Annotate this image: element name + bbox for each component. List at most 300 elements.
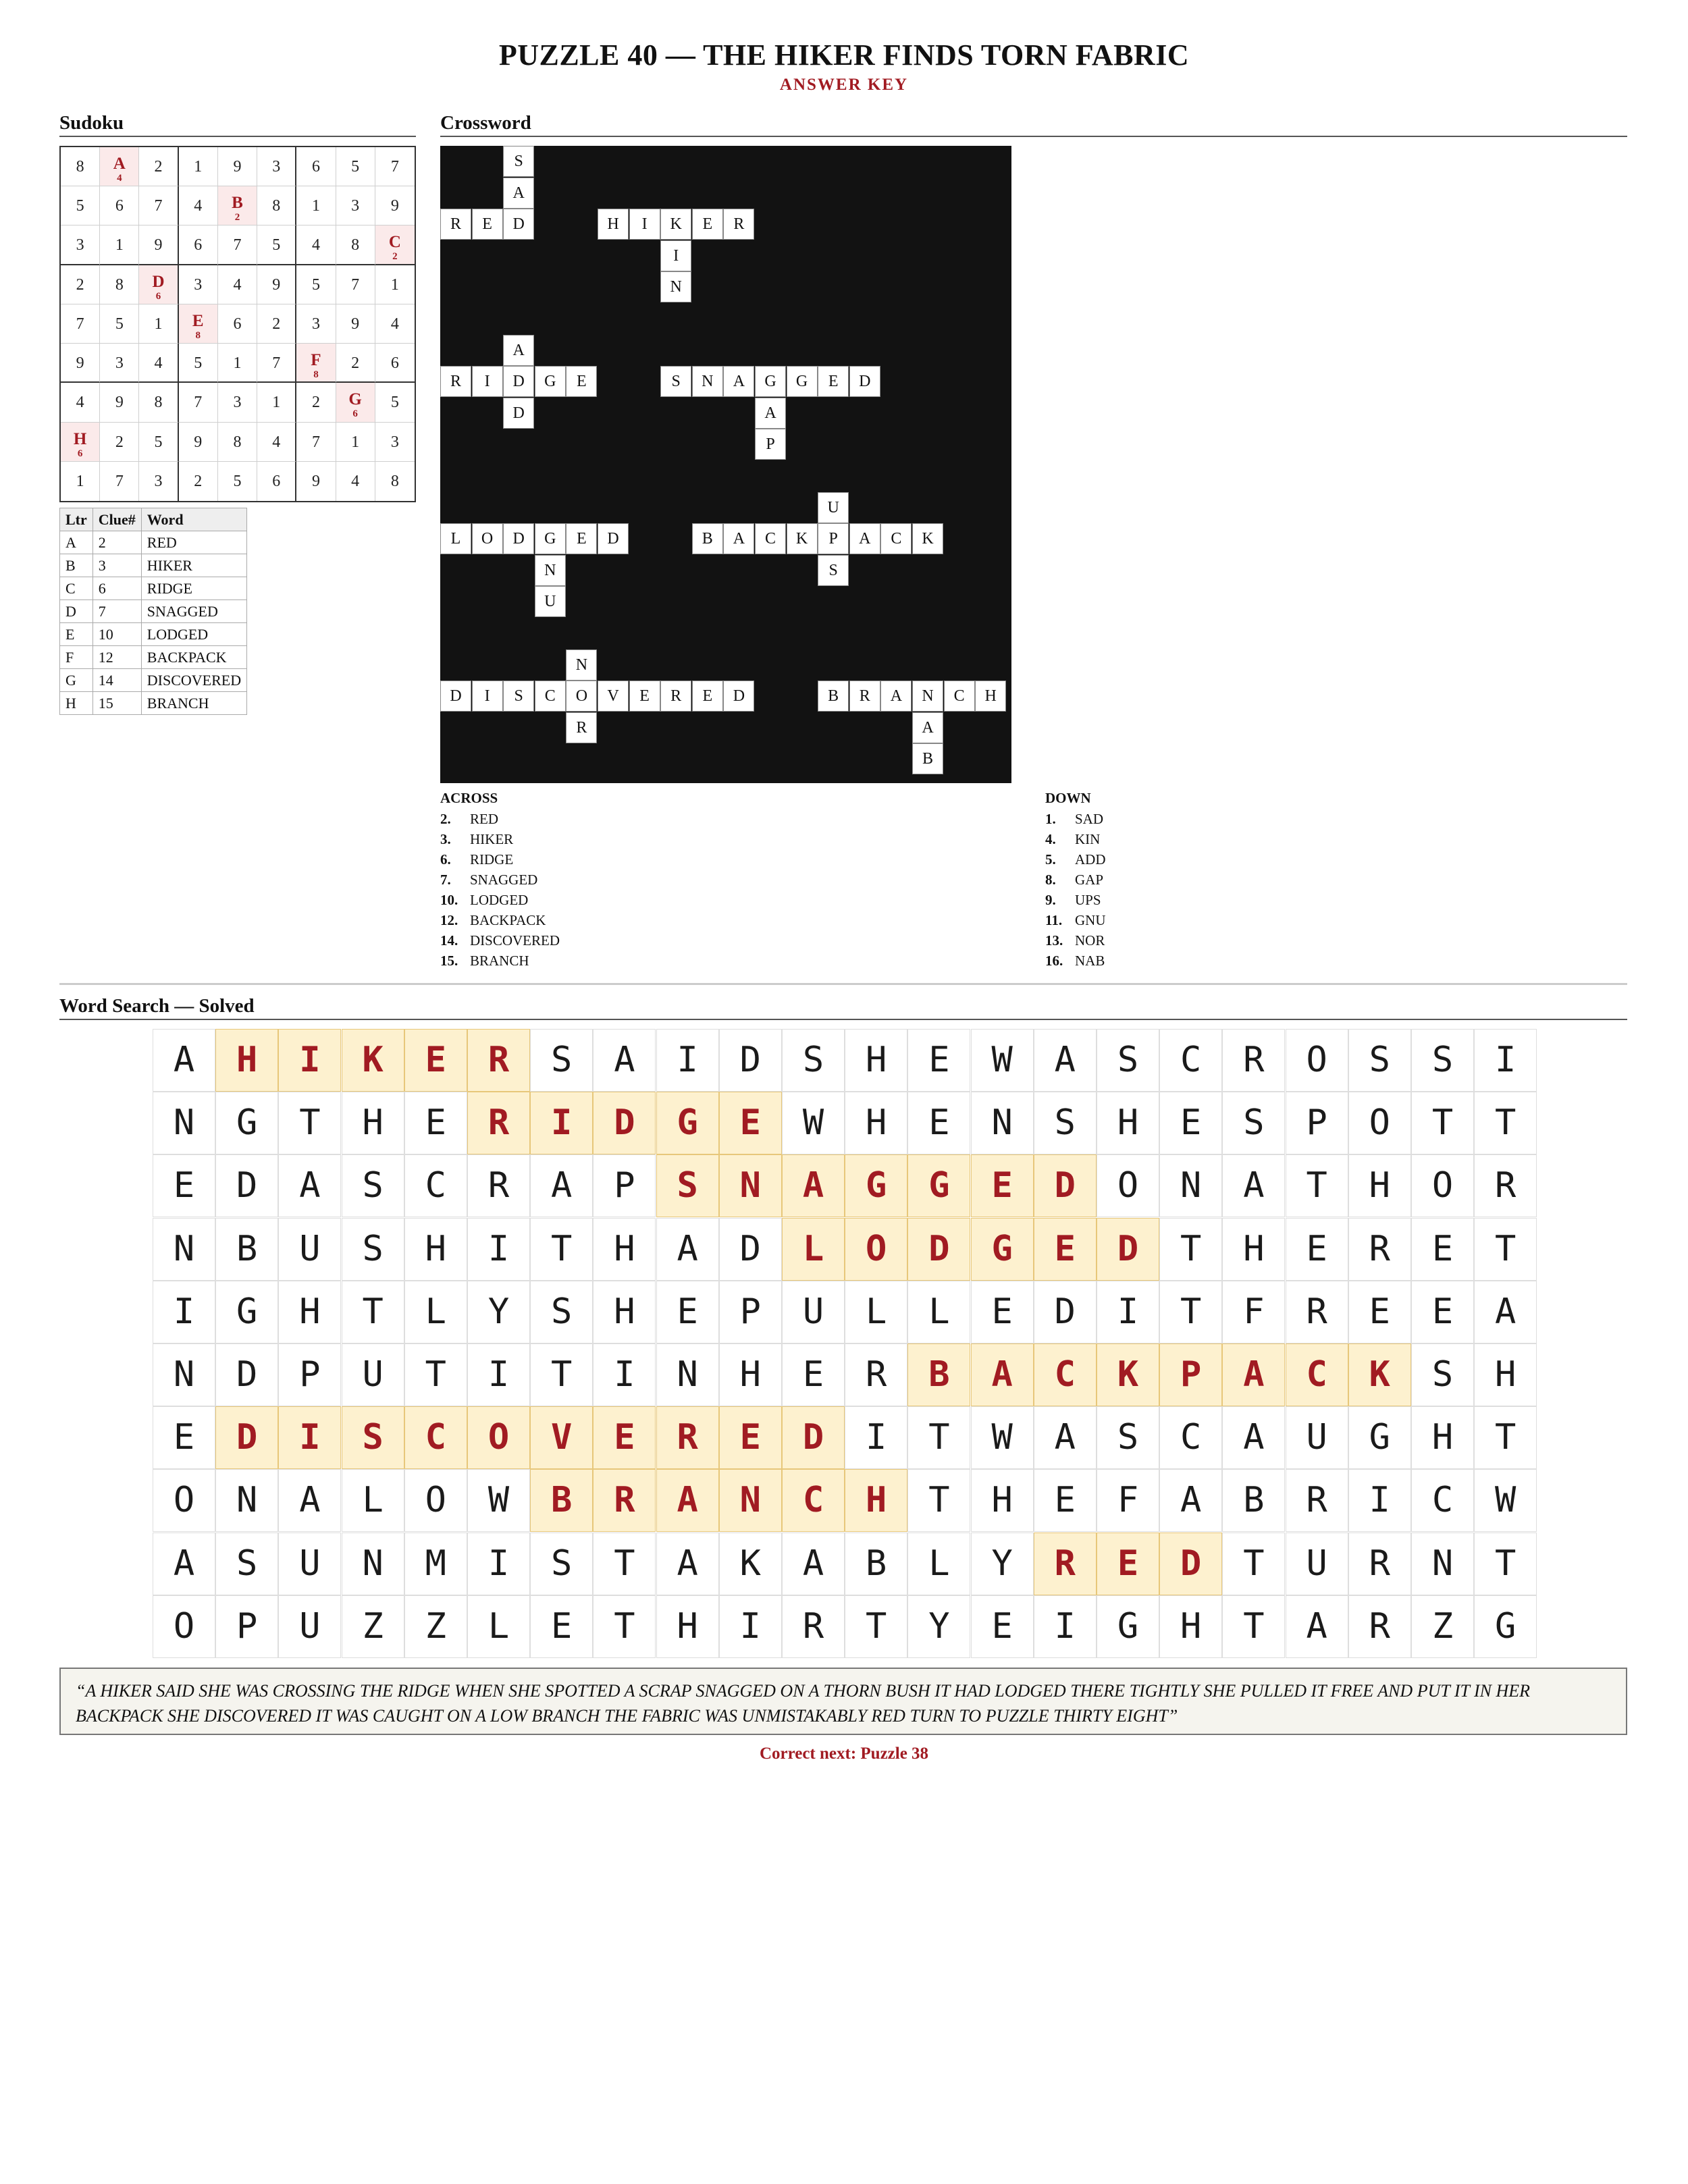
- crossword-cell: V: [598, 681, 629, 712]
- clue-answer: BACKPACK: [470, 912, 546, 928]
- wordsearch-letter: I: [1034, 1595, 1097, 1658]
- wordsearch-found-letter: E: [1097, 1533, 1159, 1595]
- wordsearch-letter: S: [530, 1029, 593, 1092]
- wordsearch-found-letter: S: [342, 1406, 404, 1469]
- crossword-cell: P: [755, 429, 786, 460]
- wordsearch-found-letter: E: [719, 1406, 782, 1469]
- crossword-cell: A: [880, 681, 912, 712]
- across-heading: ACROSS: [440, 790, 498, 806]
- wordsearch-letter: Z: [342, 1595, 404, 1658]
- clue-answer: SAD: [1075, 811, 1104, 827]
- sudoku-cell: 1: [257, 383, 296, 422]
- crossword-cell: H: [975, 681, 1006, 712]
- next-puzzle-note: Correct next: Puzzle 38: [759, 1744, 929, 1763]
- wordsearch-letter: S: [1411, 1343, 1474, 1406]
- wordsearch-letter: E: [153, 1406, 215, 1469]
- wordsearch-letter: U: [278, 1218, 341, 1281]
- wordsearch-letter: C: [1159, 1029, 1222, 1092]
- wordsearch-letter: Y: [467, 1281, 530, 1343]
- wordsearch-letter: E: [1034, 1469, 1097, 1532]
- sudoku-cell: 3: [139, 462, 178, 501]
- sudoku-cell-subscript: 6: [352, 408, 358, 420]
- wordsearch-found-letter: I: [278, 1406, 341, 1469]
- sudoku-cell: 6: [257, 462, 296, 501]
- wordsearch-letter: F: [1222, 1281, 1285, 1343]
- wordsearch-letter: R: [1348, 1533, 1411, 1595]
- clue-item: [440, 910, 546, 930]
- crossword-cell: S: [660, 366, 691, 397]
- sudoku-cell: 9: [100, 383, 139, 422]
- wordsearch-letter: I: [656, 1029, 719, 1092]
- sudoku-cell: 9: [218, 147, 257, 186]
- clue-number: 4.: [1045, 831, 1056, 847]
- clue-number: 8.: [1045, 872, 1056, 888]
- wordsearch-letter: U: [278, 1595, 341, 1658]
- wordsearch-letter: N: [215, 1469, 278, 1532]
- wordsearch-letter: H: [971, 1469, 1034, 1532]
- down-heading: DOWN: [1045, 790, 1091, 806]
- wordsearch-letter: T: [593, 1533, 656, 1595]
- wordsearch-letter: N: [153, 1092, 215, 1154]
- sudoku-given-cell: [100, 147, 139, 186]
- table-cell-clue: 10: [93, 623, 141, 646]
- wordsearch-letter: L: [845, 1281, 907, 1343]
- sudoku-cell: 1: [179, 147, 218, 186]
- crossword-cell: N: [692, 366, 723, 397]
- wordsearch-letter: G: [215, 1092, 278, 1154]
- clue-number: 9.: [1045, 892, 1056, 908]
- sudoku-cell: 3: [336, 186, 375, 225]
- wordsearch-letter: C: [1159, 1406, 1222, 1469]
- wordsearch-letter: A: [153, 1029, 215, 1092]
- wordsearch-found-letter: C: [1286, 1343, 1348, 1406]
- clue-answer: HIKER: [470, 831, 514, 847]
- table-cell-clue: 3: [93, 554, 141, 577]
- table-cell-clue: 2: [93, 531, 141, 554]
- wordsearch-letter: T: [845, 1595, 907, 1658]
- sudoku-cell: 1: [139, 304, 178, 344]
- table-cell-word: DISCOVERED: [141, 669, 246, 692]
- sudoku-cell: 8: [61, 147, 100, 186]
- wordsearch-found-letter: V: [530, 1406, 593, 1469]
- sudoku-cell-letter: D: [152, 272, 165, 291]
- table-cell-letter: E: [60, 623, 93, 646]
- clue-answer: KIN: [1075, 831, 1101, 847]
- wordsearch-letter: D: [719, 1218, 782, 1281]
- wordsearch-letter: T: [907, 1469, 970, 1532]
- sudoku-cell-letter: E: [192, 311, 204, 330]
- clue-number: 2.: [440, 811, 451, 827]
- sudoku-cell: 4: [218, 265, 257, 304]
- wordsearch-letter: A: [153, 1533, 215, 1595]
- wordsearch-found-letter: R: [467, 1029, 530, 1092]
- wordsearch-letter: I: [593, 1343, 656, 1406]
- wordsearch-letter: L: [907, 1281, 970, 1343]
- wordsearch-found-letter: G: [845, 1154, 907, 1217]
- wordsearch-letter: G: [1097, 1595, 1159, 1658]
- clue-answer: GNU: [1075, 912, 1106, 928]
- wordsearch-letter: E: [1411, 1281, 1474, 1343]
- clue-item: [440, 951, 529, 971]
- sudoku-cell: 9: [375, 186, 415, 225]
- sudoku-heading: Sudoku: [59, 112, 416, 137]
- sudoku-cell: 1: [375, 265, 415, 304]
- crossword-cell: R: [660, 681, 691, 712]
- wordsearch-found-letter: K: [1348, 1343, 1411, 1406]
- wordsearch-found-letter: G: [907, 1154, 970, 1217]
- sudoku-cell: 6: [100, 186, 139, 225]
- clue-answer: NAB: [1075, 953, 1105, 969]
- wordsearch-letter: O: [1097, 1154, 1159, 1217]
- sudoku-cell: 5: [179, 344, 218, 383]
- wordsearch-letter: A: [1474, 1281, 1537, 1343]
- table-cell-letter: D: [60, 600, 93, 623]
- wordsearch-letter: I: [467, 1343, 530, 1406]
- wordsearch-letter: S: [1097, 1406, 1159, 1469]
- sudoku-cell: 3: [296, 304, 336, 344]
- crossword-cell: A: [912, 712, 943, 743]
- wordsearch-letter: T: [1474, 1406, 1537, 1469]
- clue-item: [1045, 951, 1105, 971]
- wordsearch-found-letter: G: [656, 1092, 719, 1154]
- wordsearch-heading: Word Search — Solved: [59, 995, 1627, 1020]
- page-title: PUZZLE 40 — THE HIKER FINDS TORN FABRIC: [498, 38, 1190, 72]
- crossword-cell: N: [535, 555, 566, 586]
- clue-item: [1045, 829, 1100, 849]
- wordsearch-found-letter: N: [719, 1154, 782, 1217]
- clue-item: [1045, 849, 1106, 870]
- clue-answer: DISCOVERED: [470, 932, 560, 949]
- table-cell-word: BRANCH: [141, 692, 246, 715]
- clue-number: 11.: [1045, 912, 1063, 928]
- wordsearch-found-letter: P: [1159, 1343, 1222, 1406]
- crossword-cell: E: [818, 366, 849, 397]
- clue-item: [440, 809, 498, 829]
- wordsearch-letter: O: [1348, 1092, 1411, 1154]
- crossword-cell: B: [692, 523, 723, 554]
- crossword-cell: P: [818, 523, 849, 554]
- wordsearch-letter: A: [1034, 1029, 1097, 1092]
- wordsearch-letter: T: [1411, 1092, 1474, 1154]
- wordsearch-letter: A: [530, 1154, 593, 1217]
- sudoku-cell: 8: [257, 186, 296, 225]
- wordsearch-letter: S: [1411, 1029, 1474, 1092]
- clue-item: [1045, 870, 1103, 890]
- crossword-cell: R: [723, 209, 754, 240]
- wordsearch-found-letter: D: [593, 1092, 656, 1154]
- crossword-cell: G: [755, 366, 786, 397]
- sudoku-cell-subscript: 8: [195, 329, 201, 341]
- table-header-ltr: Ltr: [60, 508, 93, 531]
- crossword-cell: A: [755, 398, 786, 429]
- crossword-cell: K: [787, 523, 818, 554]
- wordsearch-letter: H: [593, 1281, 656, 1343]
- wordsearch-letter: K: [719, 1533, 782, 1595]
- letter-key-table: [59, 508, 247, 715]
- sudoku-cell: 7: [257, 344, 296, 383]
- sudoku-cell: 1: [296, 186, 336, 225]
- wordsearch-letter: I: [1348, 1469, 1411, 1532]
- crossword-cell: K: [912, 523, 943, 554]
- wordsearch-letter: O: [1411, 1154, 1474, 1217]
- wordsearch-letter: L: [467, 1595, 530, 1658]
- wordsearch-letter: G: [1348, 1406, 1411, 1469]
- crossword-cell: L: [440, 523, 471, 554]
- clue-number: 16.: [1045, 953, 1063, 969]
- sudoku-cell: 1: [100, 225, 139, 265]
- wordsearch-found-letter: E: [593, 1406, 656, 1469]
- wordsearch-found-letter: D: [215, 1406, 278, 1469]
- sudoku-cell: 7: [139, 186, 178, 225]
- wordsearch-letter: R: [1348, 1218, 1411, 1281]
- wordsearch-found-letter: K: [1097, 1343, 1159, 1406]
- sudoku-cell: 1: [61, 462, 100, 501]
- crossword-cell: H: [598, 209, 629, 240]
- wordsearch-letter: M: [404, 1533, 467, 1595]
- wordsearch-found-letter: R: [593, 1469, 656, 1532]
- wordsearch-letter: H: [1348, 1154, 1411, 1217]
- clue-number: 6.: [440, 851, 451, 868]
- wordsearch-letter: E: [1286, 1218, 1348, 1281]
- wordsearch-found-letter: C: [782, 1469, 845, 1532]
- wordsearch-letter: E: [1411, 1218, 1474, 1281]
- wordsearch-letter: N: [656, 1343, 719, 1406]
- crossword-cell: R: [440, 209, 471, 240]
- sudoku-cell: 7: [218, 225, 257, 265]
- sudoku-cell: 3: [61, 225, 100, 265]
- crossword-cell: N: [566, 649, 597, 681]
- crossword-cell: E: [692, 209, 723, 240]
- wordsearch-letter: U: [342, 1343, 404, 1406]
- wordsearch-letter: H: [404, 1218, 467, 1281]
- crossword-cell: D: [849, 366, 880, 397]
- wordsearch-letter: E: [404, 1092, 467, 1154]
- wordsearch-found-letter: I: [278, 1029, 341, 1092]
- wordsearch-letter: D: [719, 1029, 782, 1092]
- sudoku-cell: 1: [336, 423, 375, 462]
- sudoku-cell: 9: [139, 225, 178, 265]
- wordsearch-letter: R: [782, 1595, 845, 1658]
- crossword-cell: D: [598, 523, 629, 554]
- sudoku-cell: 3: [179, 265, 218, 304]
- sudoku-cell: 4: [257, 423, 296, 462]
- wordsearch-letter: U: [782, 1281, 845, 1343]
- wordsearch-letter: A: [593, 1029, 656, 1092]
- wordsearch-letter: H: [845, 1092, 907, 1154]
- sudoku-cell: 2: [179, 462, 218, 501]
- sudoku-grid: [59, 146, 416, 502]
- crossword-cell: R: [849, 681, 880, 712]
- wordsearch-letter: T: [1222, 1595, 1285, 1658]
- wordsearch-letter: H: [1222, 1218, 1285, 1281]
- wordsearch-letter: A: [278, 1469, 341, 1532]
- table-cell-clue: 14: [93, 669, 141, 692]
- crossword-cell: E: [566, 523, 597, 554]
- crossword-cell: A: [723, 366, 754, 397]
- wordsearch-letter: T: [593, 1595, 656, 1658]
- sudoku-cell-letter: H: [73, 429, 87, 448]
- clue-item: [440, 849, 513, 870]
- wordsearch-letter: S: [342, 1154, 404, 1217]
- wordsearch-letter: R: [1286, 1469, 1348, 1532]
- crossword-cell: B: [818, 681, 849, 712]
- wordsearch-letter: A: [1286, 1595, 1348, 1658]
- crossword-cell: N: [660, 271, 691, 302]
- crossword-cell: D: [440, 681, 471, 712]
- wordsearch-letter: D: [215, 1154, 278, 1217]
- wordsearch-letter: O: [153, 1469, 215, 1532]
- wordsearch-found-letter: B: [530, 1469, 593, 1532]
- crossword-cell: A: [849, 523, 880, 554]
- wordsearch-found-letter: C: [404, 1406, 467, 1469]
- crossword-cell: D: [503, 398, 534, 429]
- wordsearch-found-letter: B: [907, 1343, 970, 1406]
- clue-answer: LODGED: [470, 892, 529, 908]
- wordsearch-letter: S: [342, 1218, 404, 1281]
- wordsearch-letter: Y: [971, 1533, 1034, 1595]
- clue-number: 13.: [1045, 932, 1063, 949]
- section-divider: [59, 983, 1627, 985]
- sudoku-cell-subscript: 2: [392, 251, 398, 263]
- clue-item: [1045, 930, 1105, 951]
- sudoku-cell: 8: [336, 225, 375, 265]
- wordsearch-letter: S: [1348, 1029, 1411, 1092]
- table-cell-word: BACKPACK: [141, 646, 246, 669]
- clue-number: 7.: [440, 872, 451, 888]
- clue-item: [1045, 890, 1101, 910]
- wordsearch-letter: W: [467, 1469, 530, 1532]
- sudoku-cell: 2: [336, 344, 375, 383]
- sudoku-given-cell: [139, 265, 178, 304]
- sudoku-cell-letter: B: [232, 194, 243, 213]
- sudoku-given-cell: [179, 304, 218, 344]
- sudoku-cell: 2: [296, 383, 336, 422]
- wordsearch-letter: W: [782, 1092, 845, 1154]
- wordsearch-letter: H: [656, 1595, 719, 1658]
- wordsearch-letter: H: [1097, 1092, 1159, 1154]
- sudoku-cell-subscript: 2: [234, 212, 240, 223]
- wordsearch-found-letter: S: [656, 1154, 719, 1217]
- clue-item: [440, 870, 537, 890]
- clue-number: 5.: [1045, 851, 1056, 868]
- wordsearch-letter: G: [215, 1281, 278, 1343]
- sudoku-cell: 8: [218, 423, 257, 462]
- wordsearch-letter: E: [971, 1595, 1034, 1658]
- clue-answer: RED: [470, 811, 498, 827]
- wordsearch-letter: T: [530, 1343, 593, 1406]
- clue-number: 15.: [440, 953, 458, 969]
- sudoku-given-cell: [336, 383, 375, 422]
- wordsearch-found-letter: H: [215, 1029, 278, 1092]
- wordsearch-found-letter: O: [845, 1218, 907, 1281]
- wordsearch-letter: G: [1474, 1595, 1537, 1658]
- crossword-cell: C: [755, 523, 786, 554]
- wordsearch-letter: D: [1034, 1281, 1097, 1343]
- clue-number: 10.: [440, 892, 458, 908]
- sudoku-cell: 5: [336, 147, 375, 186]
- table-cell-clue: 7: [93, 600, 141, 623]
- wordsearch-found-letter: A: [656, 1469, 719, 1532]
- sudoku-cell: 7: [179, 383, 218, 422]
- table-cell-word: RIDGE: [141, 577, 246, 600]
- table-cell-letter: F: [60, 646, 93, 669]
- crossword-cell: I: [472, 366, 503, 397]
- wordsearch-letter: H: [278, 1281, 341, 1343]
- wordsearch-letter: S: [782, 1029, 845, 1092]
- wordsearch-letter: A: [1222, 1154, 1285, 1217]
- table-row: [60, 623, 247, 646]
- wordsearch-letter: H: [1411, 1406, 1474, 1469]
- sudoku-cell: 8: [100, 265, 139, 304]
- table-header-word: Word: [141, 508, 246, 531]
- wordsearch-letter: H: [342, 1092, 404, 1154]
- clue-answer: RIDGE: [470, 851, 514, 868]
- sudoku-cell: 3: [257, 147, 296, 186]
- sudoku-cell: 6: [375, 344, 415, 383]
- wordsearch-letter: H: [845, 1029, 907, 1092]
- crossword-cell: I: [629, 209, 660, 240]
- wordsearch-found-letter: D: [1097, 1218, 1159, 1281]
- sudoku-cell-letter: F: [311, 351, 321, 370]
- sudoku-cell: 2: [100, 423, 139, 462]
- wordsearch-letter: E: [530, 1595, 593, 1658]
- wordsearch-letter: T: [1159, 1218, 1222, 1281]
- wordsearch-found-letter: D: [782, 1406, 845, 1469]
- wordsearch-letter: I: [467, 1218, 530, 1281]
- wordsearch-letter: S: [1097, 1029, 1159, 1092]
- crossword-cell: O: [472, 523, 503, 554]
- sudoku-cell: 3: [218, 383, 257, 422]
- wordsearch-grid: [153, 1029, 1538, 1657]
- sudoku-cell: 7: [336, 265, 375, 304]
- sudoku-cell-letter: A: [113, 155, 126, 173]
- wordsearch-found-letter: K: [342, 1029, 404, 1092]
- wordsearch-letter: C: [404, 1154, 467, 1217]
- crossword-cell: B: [912, 743, 943, 774]
- sudoku-cell: 5: [296, 265, 336, 304]
- wordsearch-found-letter: E: [404, 1029, 467, 1092]
- sudoku-cell: 8: [139, 383, 178, 422]
- crossword-cell: E: [692, 681, 723, 712]
- wordsearch-letter: D: [215, 1343, 278, 1406]
- wordsearch-letter: E: [782, 1343, 845, 1406]
- table-cell-word: SNAGGED: [141, 600, 246, 623]
- clue-answer: UPS: [1075, 892, 1101, 908]
- wordsearch-letter: A: [656, 1218, 719, 1281]
- wordsearch-letter: U: [1286, 1406, 1348, 1469]
- sudoku-cell: 5: [100, 304, 139, 344]
- wordsearch-found-letter: A: [782, 1154, 845, 1217]
- clue-item: [440, 829, 513, 849]
- crossword-cell: A: [723, 523, 754, 554]
- wordsearch-found-letter: A: [971, 1343, 1034, 1406]
- wordsearch-letter: N: [153, 1218, 215, 1281]
- sudoku-given-cell: [218, 186, 257, 225]
- wordsearch-letter: A: [656, 1533, 719, 1595]
- wordsearch-letter: E: [971, 1281, 1034, 1343]
- sudoku-cell: 2: [139, 147, 178, 186]
- crossword-cell: S: [503, 681, 534, 712]
- table-cell-clue: 12: [93, 646, 141, 669]
- sudoku-given-cell: [296, 344, 336, 383]
- sudoku-cell: 5: [375, 383, 415, 422]
- wordsearch-letter: H: [593, 1218, 656, 1281]
- sudoku-cell: 4: [375, 304, 415, 344]
- wordsearch-found-letter: R: [1034, 1533, 1097, 1595]
- wordsearch-letter: I: [1097, 1281, 1159, 1343]
- sudoku-cell: 5: [257, 225, 296, 265]
- wordsearch-found-letter: D: [907, 1218, 970, 1281]
